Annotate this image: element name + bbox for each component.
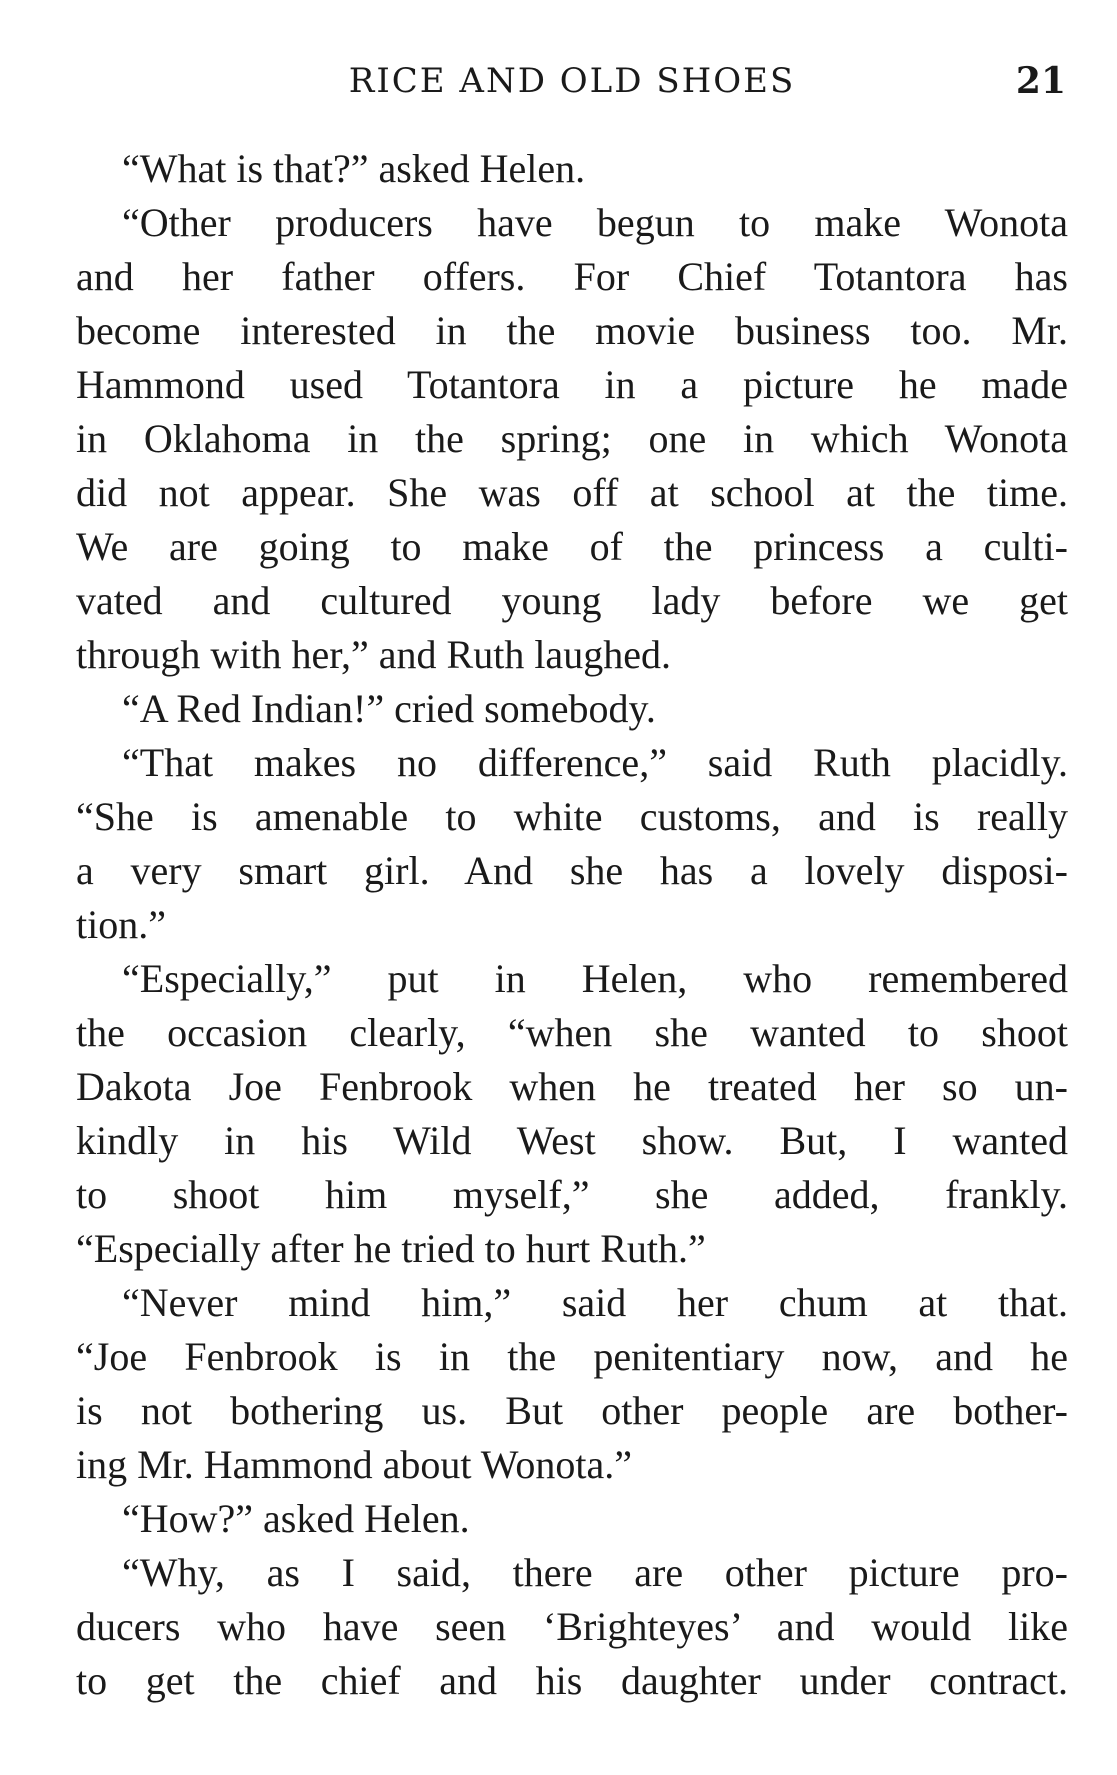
text-line: Hammond used Totantora in a picture he made xyxy=(76,362,1068,407)
text-line: and her father offers. For Chief Totantora has xyxy=(76,254,1068,299)
text-line: “Other producers have begun to make Wonota xyxy=(122,200,1068,245)
text-line: “That makes no difference,” said Ruth placidly. xyxy=(122,740,1068,785)
text-line: is not bothering us. But other people are bother- xyxy=(76,1388,1068,1433)
text-line: “She is amenable to white customs, and is really xyxy=(76,794,1068,839)
text-line: Dakota Joe Fenbrook when he treated her so un- xyxy=(76,1064,1068,1109)
text-line: the occasion clearly, “when she wanted to shoot xyxy=(76,1010,1068,1055)
text-line: ing Mr. Hammond about Wonota.” xyxy=(76,1442,632,1487)
text-line: kindly in his Wild West show. But, I wanted xyxy=(76,1118,1068,1163)
text-line: “Joe Fenbrook is in the penitentiary now, and he xyxy=(76,1334,1068,1379)
text-line: through with her,” and Ruth laughed. xyxy=(76,632,671,677)
text-line: to get the chief and his daughter under contract. xyxy=(76,1658,1068,1703)
running-title: RICE AND OLD SHOES xyxy=(348,61,796,101)
text-line: “How?” asked Helen. xyxy=(122,1496,470,1541)
text-line: “Especially after he tried to hurt Ruth.” xyxy=(76,1226,706,1271)
text-line: “Never mind him,” said her chum at that. xyxy=(122,1280,1068,1325)
text-line: ducers who have seen ‘Brighteyes’ and would like xyxy=(76,1604,1068,1649)
text-line: vated and cultured young lady before we get xyxy=(76,578,1068,623)
text-line: a very smart girl. And she has a lovely disposi- xyxy=(76,848,1068,893)
text-line: “What is that?” asked Helen. xyxy=(122,146,586,191)
text-line: did not appear. She was off at school at the time. xyxy=(76,470,1068,515)
text-line: to shoot him myself,” she added, frankly. xyxy=(76,1172,1068,1217)
page-number: 21 xyxy=(1015,60,1066,102)
body-text xyxy=(76,142,1068,1708)
text-line: We are going to make of the princess a culti- xyxy=(76,524,1068,569)
text-line: “A Red Indian!” cried somebody. xyxy=(122,686,656,731)
running-head xyxy=(76,56,1068,106)
text-line: “Especially,” put in Helen, who remembered xyxy=(122,956,1068,1001)
text-line: tion.” xyxy=(76,902,166,947)
text-line: become interested in the movie business too. Mr. xyxy=(76,308,1068,353)
text-line: in Oklahoma in the spring; one in which Wonota xyxy=(76,416,1068,461)
text-line: “Why, as I said, there are other picture pro- xyxy=(122,1550,1068,1595)
